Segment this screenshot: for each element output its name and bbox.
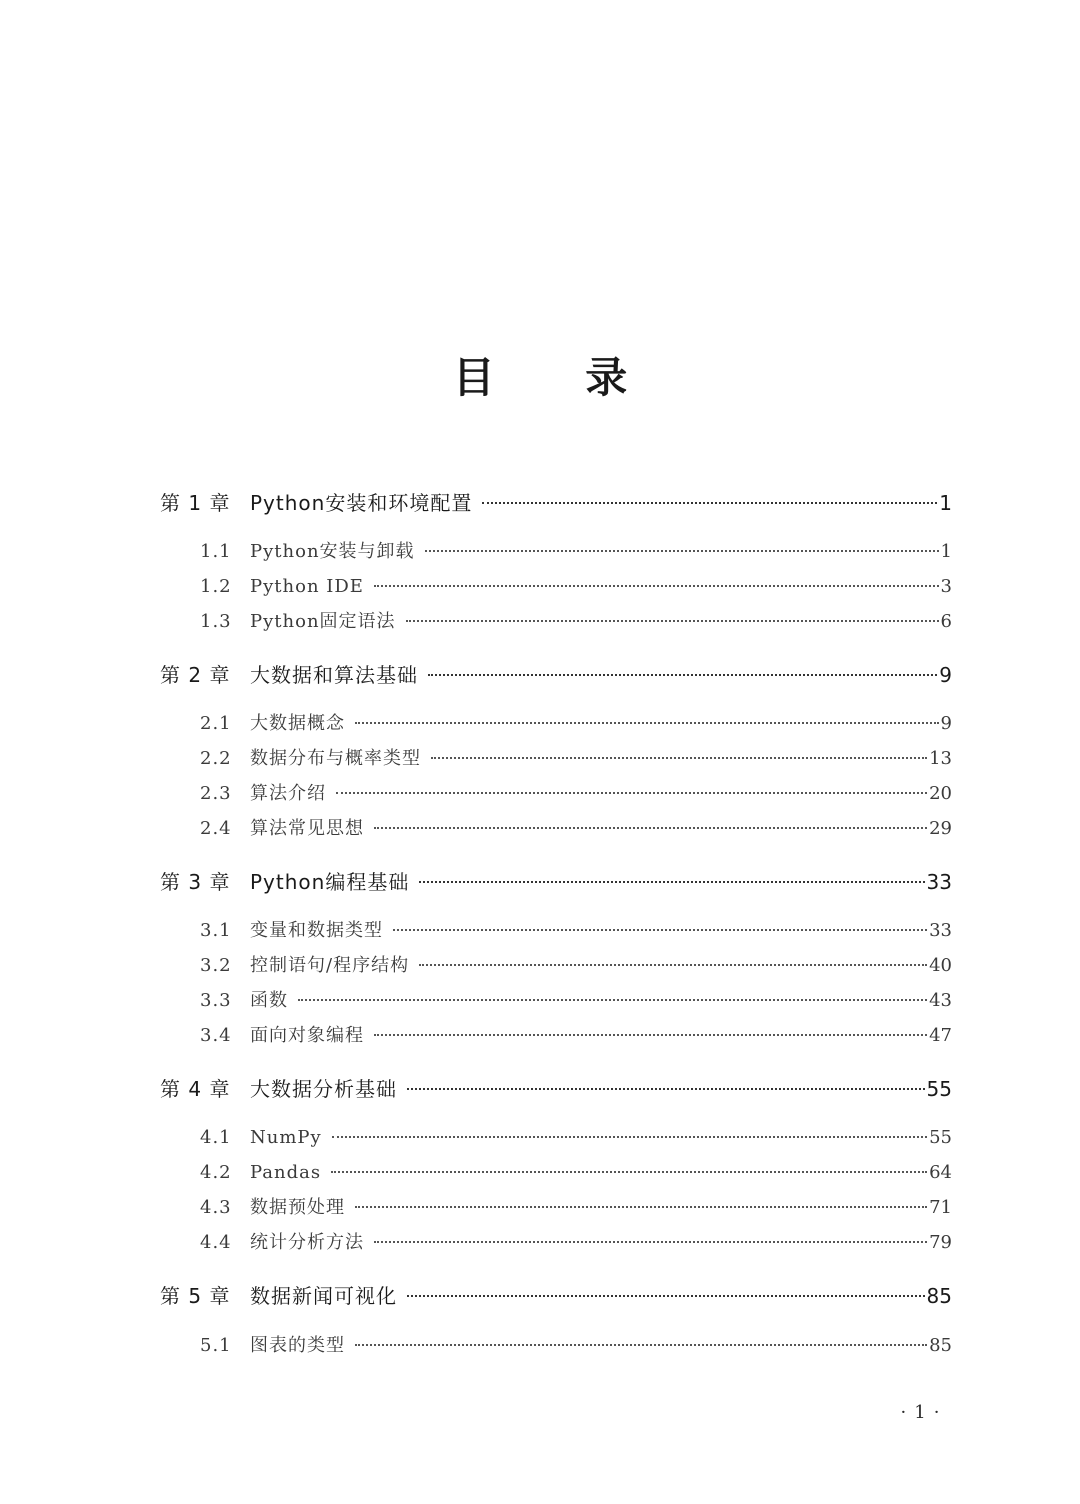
toc-entry-title: 大数据分析基础 [250, 1077, 397, 1101]
dot-leader [298, 999, 927, 1001]
toc-entry-title: 控制语句/程序结构 [250, 955, 410, 976]
toc-chapter-entry [160, 660, 952, 690]
dot-leader [406, 620, 939, 622]
folio-number: 1 [914, 1402, 926, 1423]
toc-chapter-entry [160, 867, 952, 897]
toc-entry-page: 13 [929, 748, 952, 769]
toc-chapter-entry [160, 488, 952, 518]
toc-entry-page: 1 [940, 541, 952, 562]
toc-entry-title: Python编程基础 [250, 870, 410, 894]
toc-entry-title: 数据新闻可视化 [250, 1284, 397, 1308]
toc-entry-title: 统计分析方法 [250, 1232, 364, 1253]
dot-leader [407, 1295, 925, 1297]
dot-leader [374, 585, 939, 587]
toc-entry-title: 数据预处理 [250, 1197, 345, 1218]
toc-entry-page: 55 [929, 1127, 952, 1148]
toc-title: 目 录 [452, 353, 666, 402]
toc-entry-title: 变量和数据类型 [250, 920, 383, 941]
toc-section-entry [160, 1332, 952, 1360]
table-of-contents [160, 0, 952, 1504]
toc-entry-title: 面向对象编程 [250, 1025, 364, 1046]
toc-section-entry [160, 917, 952, 945]
toc-section-entry [160, 1194, 952, 1222]
toc-entry-number: 3.2 [200, 955, 232, 976]
toc-section-entry [160, 987, 952, 1015]
toc-entry-number: 第 2 章 [160, 663, 231, 687]
toc-entry-page: 85 [929, 1335, 952, 1356]
toc-entry-page: 71 [929, 1197, 952, 1218]
toc-entry-page: 43 [929, 990, 952, 1011]
toc-section-entry [160, 780, 952, 808]
toc-chapter-entry [160, 1281, 952, 1311]
toc-entry-number: 2.3 [200, 783, 232, 804]
toc-entry-title: 函数 [250, 990, 288, 1011]
dot-leader [428, 674, 937, 676]
toc-entry-number: 1.3 [200, 611, 232, 632]
dot-leader [355, 722, 939, 724]
toc-entry-number: 第 3 章 [160, 870, 231, 894]
toc-entry-number: 2.2 [200, 748, 232, 769]
dot-leader [374, 1241, 927, 1243]
toc-entry-number: 5.1 [200, 1335, 232, 1356]
toc-entry-number: 1.2 [200, 576, 232, 597]
toc-entry-title: 图表的类型 [250, 1335, 345, 1356]
toc-entry-title: 算法常见思想 [250, 818, 364, 839]
toc-entry-title: Python IDE [250, 576, 364, 597]
toc-entry-page: 85 [926, 1284, 952, 1308]
toc-section-entry [160, 538, 952, 566]
toc-entry-page: 33 [926, 870, 952, 894]
dot-leader [419, 964, 927, 966]
toc-section-entry [160, 1229, 952, 1257]
dot-leader [425, 550, 939, 552]
toc-section-entry [160, 815, 952, 843]
toc-section-entry [160, 573, 952, 601]
toc-entry-title: Python安装和环境配置 [250, 491, 473, 515]
toc-entry-page: 33 [929, 920, 952, 941]
toc-entry-page: 47 [929, 1025, 952, 1046]
dot-leader [374, 827, 927, 829]
toc-entry-page: 1 [939, 491, 952, 515]
toc-entry-number: 3.1 [200, 920, 232, 941]
toc-entry-number: 第 5 章 [160, 1284, 231, 1308]
toc-entry-page: 20 [929, 783, 952, 804]
toc-entry-number: 2.1 [200, 713, 232, 734]
toc-entry-number: 4.1 [200, 1127, 232, 1148]
dot-leader [374, 1034, 927, 1036]
dot-leader [331, 1171, 927, 1173]
toc-section-entry [160, 952, 952, 980]
dot-leader [355, 1344, 927, 1346]
toc-section-entry [160, 1159, 952, 1187]
dot-leader [431, 757, 927, 759]
toc-entry-title: 大数据和算法基础 [250, 663, 418, 687]
folio-dot-left: · [900, 1402, 907, 1423]
dot-leader [407, 1088, 925, 1090]
toc-entry-page: 40 [929, 955, 952, 976]
dot-leader [393, 929, 927, 931]
dot-leader [482, 502, 937, 504]
toc-entry-title: NumPy [250, 1127, 322, 1148]
toc-entry-page: 29 [929, 818, 952, 839]
toc-entry-page: 6 [940, 611, 952, 632]
toc-entry-title: 大数据概念 [250, 713, 345, 734]
dot-leader [419, 881, 924, 883]
toc-entry-page: 9 [940, 713, 952, 734]
toc-entry-title: Python固定语法 [250, 611, 396, 632]
toc-entry-number: 4.4 [200, 1232, 232, 1253]
toc-entry-number: 4.2 [200, 1162, 232, 1183]
folio-dot-right: · [933, 1402, 940, 1423]
toc-entry-page: 79 [929, 1232, 952, 1253]
toc-entry-page: 9 [939, 663, 952, 687]
toc-entry-title: Python安装与卸载 [250, 541, 415, 562]
toc-entry-page: 3 [940, 576, 952, 597]
toc-entry-title: 数据分布与概率类型 [250, 748, 421, 769]
toc-entry-number: 3.4 [200, 1025, 232, 1046]
page-number-footer [880, 1402, 960, 1423]
toc-entry-page: 64 [929, 1162, 952, 1183]
dot-leader [336, 792, 927, 794]
dot-leader [355, 1206, 927, 1208]
dot-leader [332, 1136, 927, 1138]
toc-entry-page: 55 [926, 1077, 952, 1101]
toc-entry-number: 2.4 [200, 818, 232, 839]
toc-section-entry [160, 745, 952, 773]
toc-section-entry [160, 1124, 952, 1152]
toc-entry-title: Pandas [250, 1162, 322, 1183]
toc-entry-number: 1.1 [200, 541, 232, 562]
toc-entry-number: 第 1 章 [160, 491, 231, 515]
toc-entry-number: 4.3 [200, 1197, 232, 1218]
toc-entry-number: 第 4 章 [160, 1077, 231, 1101]
toc-chapter-entry [160, 1074, 952, 1104]
toc-section-entry [160, 710, 952, 738]
toc-section-entry [160, 608, 952, 636]
toc-section-entry [160, 1022, 952, 1050]
toc-entry-title: 算法介绍 [250, 783, 326, 804]
toc-entry-number: 3.3 [200, 990, 232, 1011]
